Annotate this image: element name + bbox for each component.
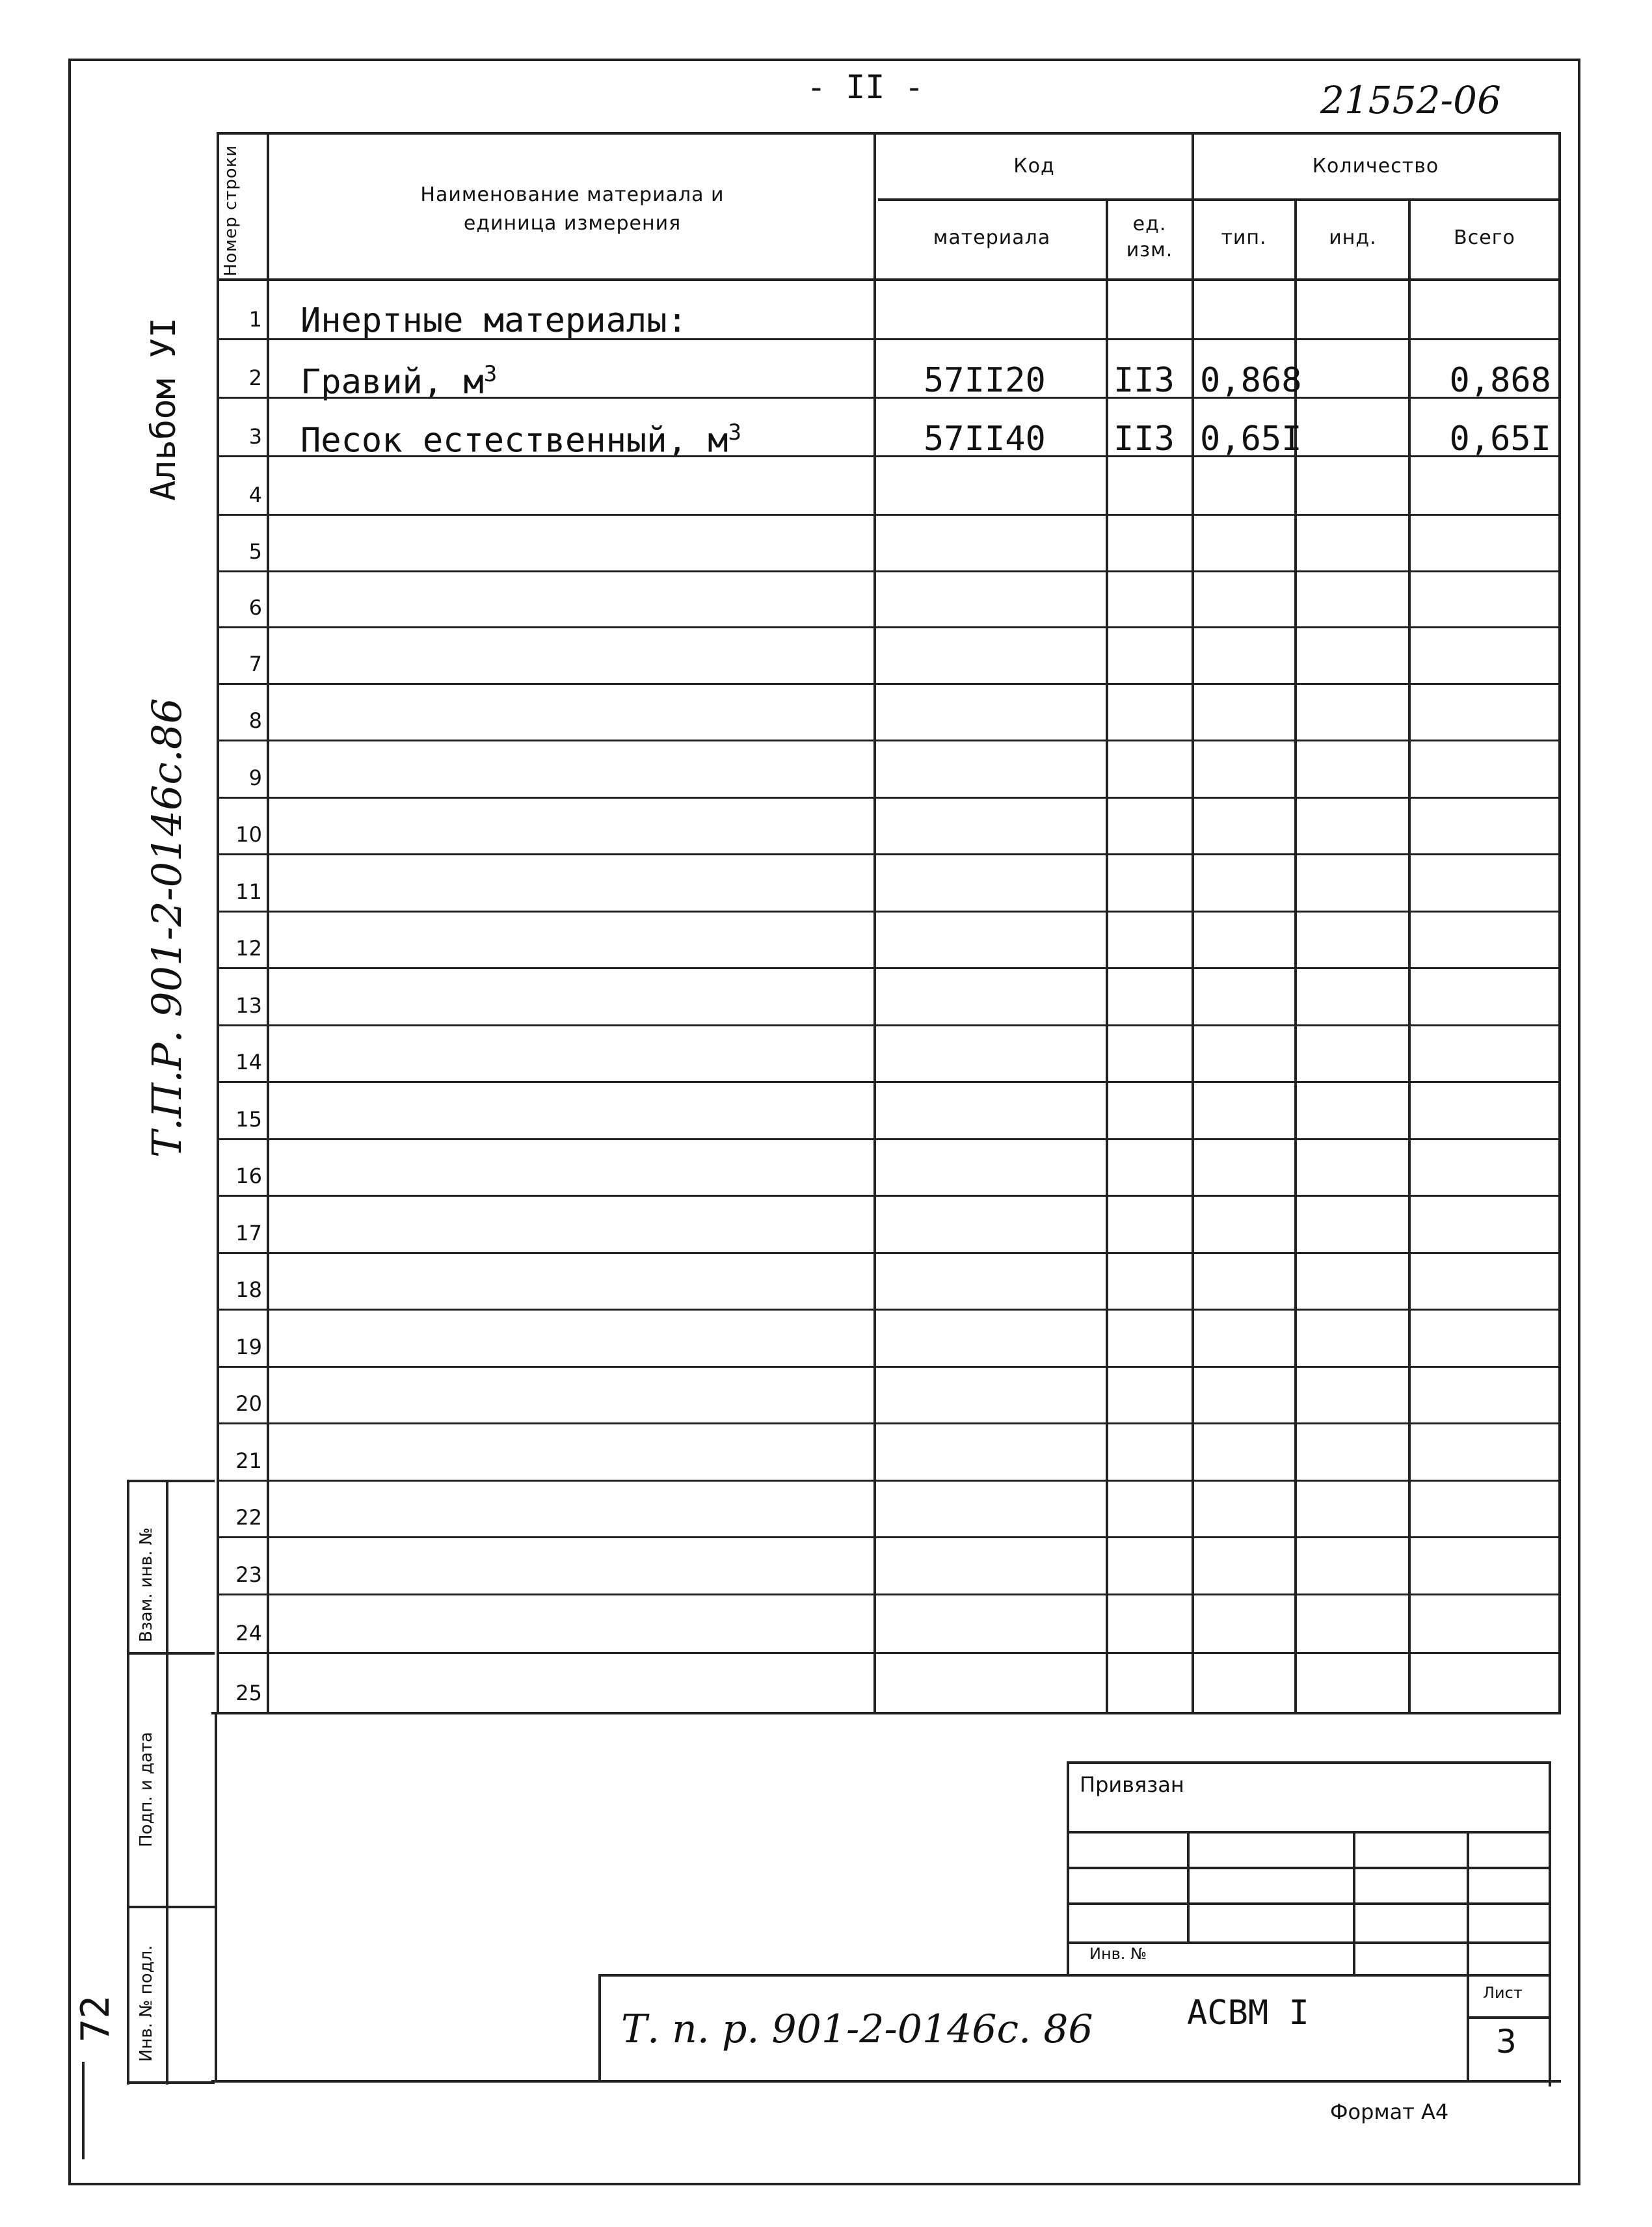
row-number: 14	[235, 1050, 262, 1074]
row-number: 18	[235, 1277, 262, 1302]
row-number: 17	[235, 1221, 262, 1246]
archive-number: 72	[73, 1995, 118, 2042]
qty-total: 0,868	[1449, 361, 1551, 400]
sheet-number: 3	[1496, 2023, 1517, 2060]
header-quantity: Количество	[1312, 155, 1439, 178]
row-divider	[217, 1081, 1561, 1083]
material-name: Инертные материалы:	[300, 301, 687, 340]
row-number: 20	[235, 1391, 262, 1416]
row-divider	[217, 338, 1561, 340]
row-number: 5	[248, 539, 262, 564]
row-number: 6	[248, 595, 262, 620]
side-stamp-podp: Подп. и дата	[137, 1731, 156, 1847]
qty-total: 0,65I	[1449, 420, 1551, 459]
material-name	[300, 420, 741, 460]
side-stamp-vzam: Взам. инв. №	[137, 1527, 156, 1642]
row-number: 3	[248, 424, 262, 449]
row-divider	[217, 853, 1561, 855]
header-code: Код	[1013, 155, 1055, 178]
row-number: 23	[235, 1562, 262, 1587]
row-number: 25	[235, 1681, 262, 1705]
row-number: 10	[235, 822, 262, 847]
material-name-text: Песок естественный, м	[300, 421, 728, 460]
row-number: 22	[235, 1505, 262, 1530]
header-qty-total: Всего	[1454, 226, 1515, 249]
material-name	[300, 361, 497, 401]
row-number: 15	[235, 1107, 262, 1132]
material-name-text: Гравий, м	[300, 362, 484, 402]
row-divider	[217, 1422, 1561, 1424]
row-number: 19	[235, 1335, 262, 1359]
row-divider	[217, 1138, 1561, 1140]
page-number: - II -	[806, 68, 924, 106]
material-code: 57II40	[924, 420, 1046, 459]
row-divider	[217, 740, 1561, 741]
inv-no-label: Инв. №	[1089, 1945, 1147, 1963]
row-number: 9	[248, 766, 262, 790]
row-number: 8	[248, 708, 262, 733]
row-number: 16	[235, 1164, 262, 1188]
row-divider	[217, 514, 1561, 516]
header-code-material: материала	[933, 226, 1051, 249]
header-qty-ind: инд.	[1329, 226, 1377, 249]
unit-exponent: 3	[483, 361, 498, 387]
qty-typ: 0,65I	[1200, 420, 1302, 459]
row-divider	[217, 797, 1561, 799]
row-divider	[217, 967, 1561, 969]
row-divider	[217, 1536, 1561, 1538]
header-row-number: Номер строки	[221, 144, 241, 276]
row-divider	[217, 1252, 1561, 1254]
archive-mark	[82, 2062, 85, 2159]
row-divider	[217, 911, 1561, 913]
row-number: 7	[248, 652, 262, 676]
qty-typ: 0,868	[1200, 361, 1302, 400]
album-label: Альбом УI	[144, 317, 183, 501]
side-stamp-inv: Инв. № подл.	[137, 1945, 156, 2062]
privyazan-label: Привязан	[1080, 1772, 1184, 1797]
row-number: 4	[248, 483, 262, 507]
row-number: 1	[248, 307, 262, 332]
row-divider	[217, 626, 1561, 628]
header-code-unit: ед. изм.	[1126, 213, 1173, 261]
row-divider	[217, 1309, 1561, 1311]
title-designation: АСВМ I	[1187, 1994, 1309, 2033]
row-divider	[217, 455, 1561, 457]
unit-exponent: 3	[728, 420, 741, 446]
material-code: 57II20	[924, 361, 1046, 400]
row-number: 12	[235, 936, 262, 961]
row-divider	[217, 1195, 1561, 1197]
row-divider	[217, 1024, 1561, 1026]
row-number: 11	[235, 879, 262, 904]
row-divider	[217, 1652, 1561, 1654]
row-divider	[217, 1594, 1561, 1595]
row-divider	[217, 1480, 1561, 1482]
row-number: 21	[235, 1448, 262, 1473]
project-code-vertical: Т.П.Р. 901-2-0146с.86	[143, 698, 191, 1158]
sheet-label: Лист	[1483, 1984, 1523, 2002]
document-number: 21552-06	[1320, 78, 1501, 122]
row-number: 2	[248, 366, 262, 390]
header-qty-typ: тип.	[1221, 226, 1267, 249]
format-label: Формат А4	[1330, 2100, 1449, 2124]
row-number: 13	[235, 993, 262, 1018]
row-divider	[217, 683, 1561, 685]
row-divider	[217, 570, 1561, 572]
row-divider	[217, 1366, 1561, 1368]
unit-code: II3	[1113, 361, 1175, 400]
row-divider	[217, 397, 1561, 399]
row-number: 24	[235, 1621, 262, 1646]
unit-code: II3	[1113, 420, 1175, 459]
title-project-code: Т. п. р. 901-2-0146с. 86	[621, 2007, 1093, 2052]
header-name: Наименование материала и единица измерения	[420, 183, 725, 235]
